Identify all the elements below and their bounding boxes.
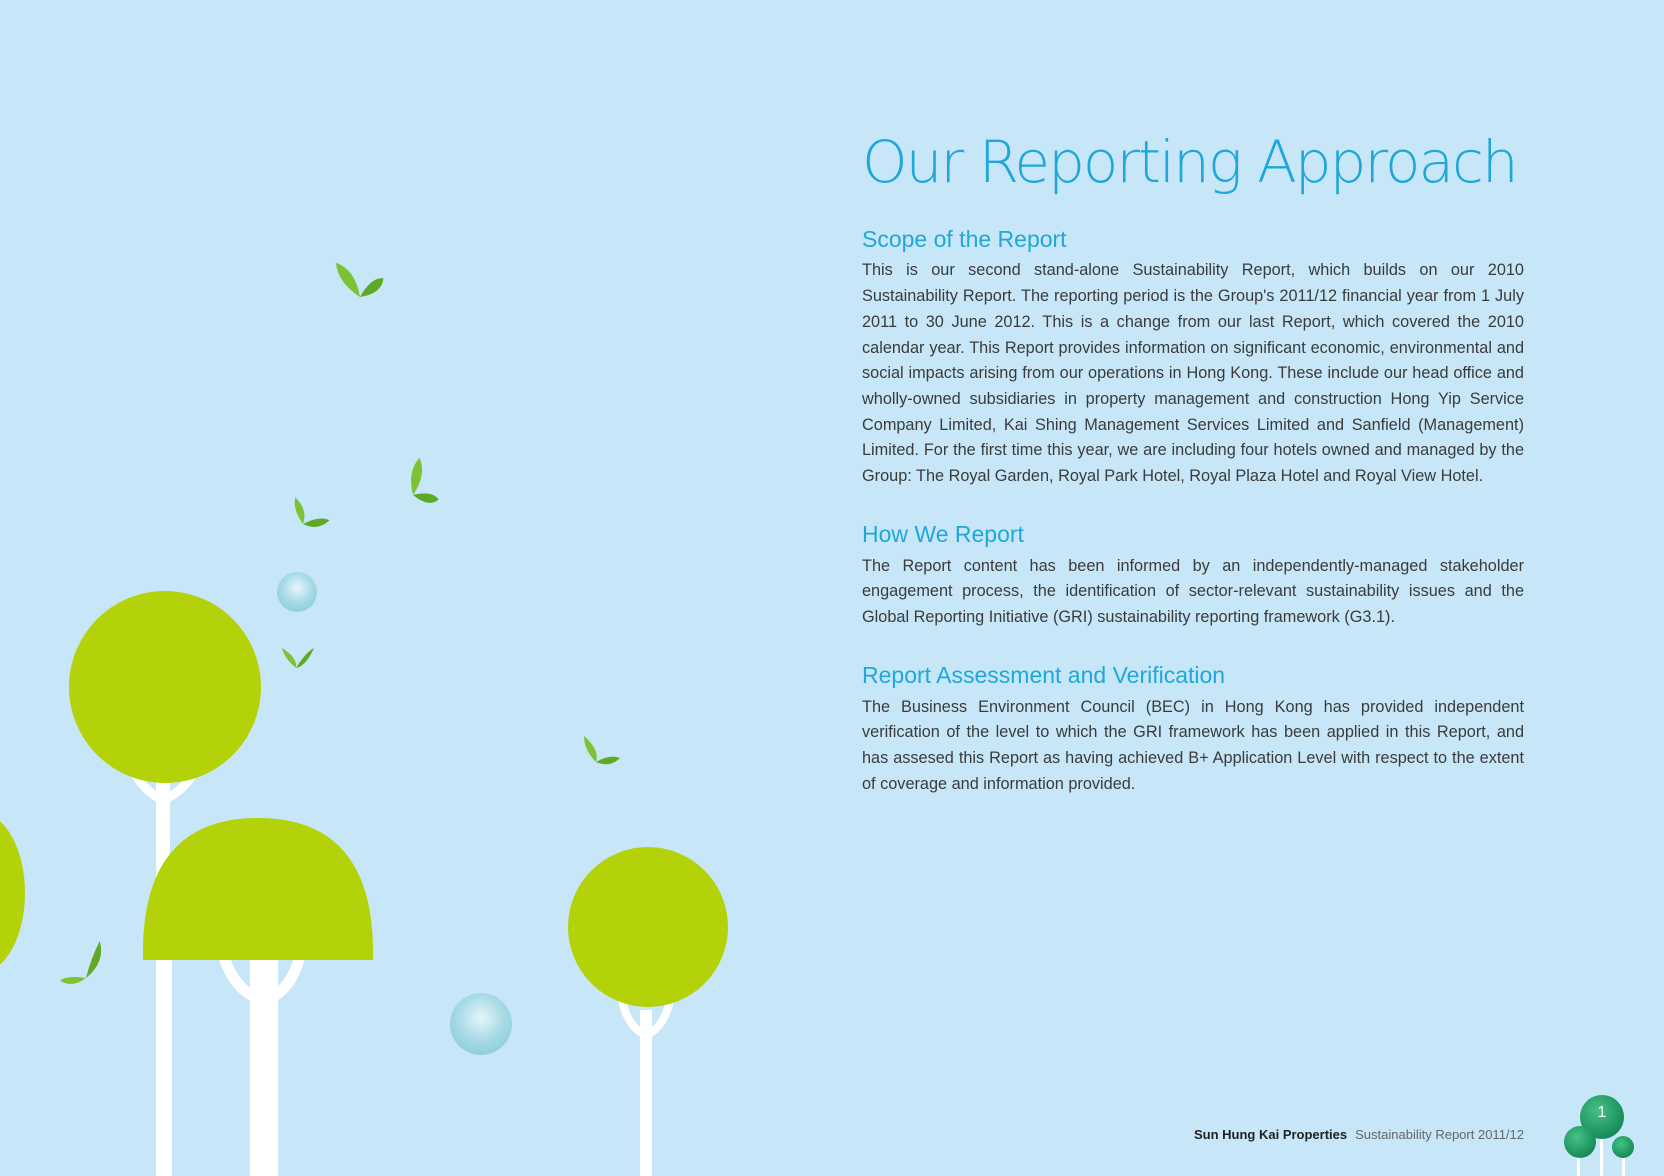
leaf-icon bbox=[282, 648, 314, 668]
page-number: 1 bbox=[1597, 1104, 1607, 1121]
leaf-icon bbox=[584, 736, 620, 764]
section-heading: How We Report bbox=[862, 520, 1024, 547]
section-body: This is our second stand-alone Sustainability Report, which builds on our 2010 Sustainability Report. The reporting period is the Group's 2011/12 financial year from 1 July 2011 to 30 June 2012. This is a change from our last Report, which covered the 2010 calendar year. This Report provides information on significant economic, environmental and social impacts arising from our operations in Hong Kong. These include our head office and wholly-owned subsidiaries in property management and construction Hong Yip Service Company Limited, Kai Shing Management Services Limited and Sanfield (Management) Limited. For the first time this year, we are including four hotels owned and managed by the Group: The Royal Garden, Royal Park Hotel, Royal Plaza Hotel and Royal View Hotel. bbox=[862, 261, 1524, 486]
bubble-icon bbox=[450, 993, 512, 1055]
page-title: Our Reporting Approach bbox=[862, 128, 1517, 196]
leaf-icon bbox=[293, 497, 332, 528]
section-body: The Business Environment Council (BEC) in Hong Kong has provided independent verification of the level to which the GRI framework has been applied in this Report, and has assesed this Report as having achieved B+ Application Level with respect to the extent of coverage and information provided. bbox=[862, 697, 1524, 793]
section-assessment bbox=[862, 661, 1524, 798]
section-heading: Scope of the Report bbox=[862, 225, 1067, 252]
leaf-icon bbox=[332, 245, 387, 303]
bubble-icon bbox=[277, 572, 317, 612]
tree-illustration bbox=[0, 813, 25, 973]
section-scope bbox=[862, 225, 1524, 490]
section-how-we-report bbox=[862, 520, 1524, 631]
main-content bbox=[862, 128, 1524, 798]
tree-illustration bbox=[143, 818, 373, 1176]
footer-report-title: Sustainability Report 2011/12 bbox=[1355, 1127, 1524, 1142]
section-heading: Report Assessment and Verification bbox=[862, 661, 1226, 688]
leaf-icon bbox=[407, 457, 445, 505]
tree-illustration bbox=[568, 847, 728, 1176]
leaf-icon bbox=[54, 941, 106, 986]
footer bbox=[1194, 1127, 1524, 1142]
footer-company: Sun Hung Kai Properties bbox=[1193, 1127, 1348, 1142]
section-body: The Report content has been informed by an independently-managed stakeholder engagement process, the identification of sector-relevant sustainability issues and the Global Reporting Initiative (GRI) sustainability reporting framework (G3.1). bbox=[862, 556, 1524, 627]
